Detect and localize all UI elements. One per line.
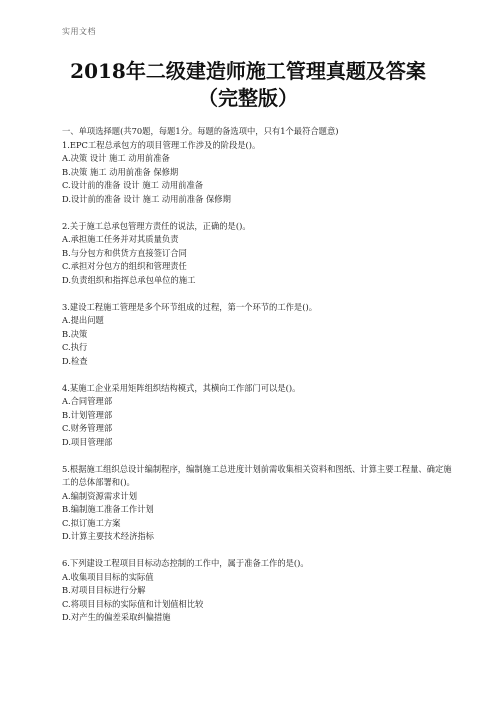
question-block — [62, 463, 457, 544]
spacer — [62, 206, 457, 220]
option-c: C.将项目目标的实际值和计划值相比较 — [62, 598, 204, 609]
document-body — [62, 125, 457, 625]
option-c: C.承担对分包方的组织和管理责任 — [62, 261, 187, 271]
question-stem: 1.EPC工程总承包方的项目管理工作涉及的阶段是()。 — [62, 139, 261, 150]
option-a: A.决策 设计 施工 动用前准备 — [62, 153, 170, 163]
option-b: B.编制施工准备工作计划 — [62, 504, 154, 514]
header-label: 实用文档 — [62, 27, 96, 36]
question-stem: 2.关于施工总承包管理方责任的说法，正确的是()。 — [62, 220, 251, 231]
option-c: C.拟订施工方案 — [62, 517, 121, 528]
option-c: C.财务管理部 — [62, 423, 113, 433]
option-d: D.设计前的准备 设计 施工 动用前准备 保修期 — [62, 193, 231, 204]
option-b: B.计划管理部 — [62, 409, 113, 420]
option-b: B.决策 — [62, 328, 88, 339]
option-b: B.与分包方和供货方直接签订合同 — [62, 247, 187, 258]
question-block — [62, 220, 457, 288]
option-a: A.承担施工任务并对其质量负责 — [62, 234, 179, 244]
option-b: B.对项目目标进行分解 — [62, 585, 146, 595]
spacer — [62, 368, 457, 382]
option-a: A.提出问题 — [62, 315, 104, 325]
option-a: A.收集项目目标的实际值 — [62, 571, 154, 582]
question-stem: 5.根据施工组织总设计编制程序，编制施工总进度计划前需收集相关资料和图纸、计算主要工程量、确定施工的总体部署和()。 — [62, 463, 452, 487]
option-c: C.设计前的准备 设计 施工 动用前准备 — [62, 180, 204, 190]
question-block — [62, 139, 457, 207]
spacer — [62, 449, 457, 463]
section-intro: 一、单项选择题(共70题，每题1分。每题的备选项中，只有1个最符合题意) — [62, 126, 339, 136]
title-line-2: （完整版） — [198, 86, 298, 110]
option-d: D.计算主要技术经济指标 — [62, 531, 154, 541]
option-a: A.合同管理部 — [62, 396, 113, 406]
question-stem: 4.某施工企业采用矩阵组织结构模式，其横向工作部门可以是()。 — [62, 382, 301, 393]
document-title — [40, 58, 456, 112]
question-stem: 3.建设工程施工管理是多个环节组成的过程，第一个环节的工作是()。 — [62, 301, 318, 312]
option-c: C.执行 — [62, 342, 88, 352]
option-d: D.检查 — [62, 355, 88, 366]
option-a: A.编制资源需求计划 — [62, 490, 138, 501]
question-block — [62, 382, 457, 450]
option-b: B.决策 施工 动用前准备 保修期 — [62, 166, 179, 177]
title-line-1: 2018年二级建造师施工管理真题及答案 — [70, 59, 426, 83]
question-block — [62, 301, 457, 369]
question-block — [62, 557, 457, 625]
spacer — [62, 287, 457, 301]
option-d: D.负责组织和指挥总承包单位的施工 — [62, 274, 196, 285]
option-d: D.项目管理部 — [62, 436, 113, 447]
spacer — [62, 544, 457, 558]
option-d: D.对产生的偏差采取纠偏措施 — [62, 612, 171, 622]
question-stem: 6.下列建设工程项目目标动态控制的工作中，属于准备工作的是()。 — [62, 558, 309, 568]
